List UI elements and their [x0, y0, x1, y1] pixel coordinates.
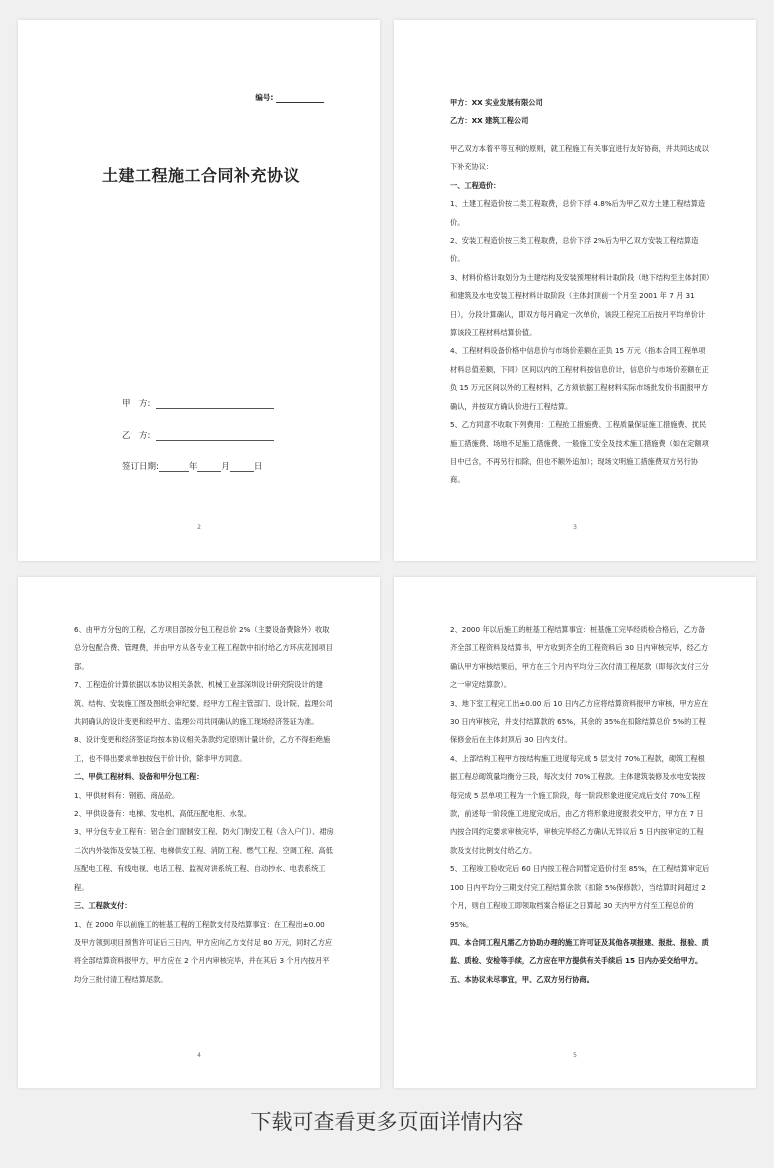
page-number: 2 [197, 524, 201, 531]
section-heading: 五、本协议未尽事宜，甲、乙双方另行协商。 [450, 974, 594, 984]
number-blank [276, 94, 324, 103]
number-label: 编号: [255, 93, 274, 102]
paragraph: 2、安装工程造价按三类工程取费，总价下浮 2%后为甲乙双方安装工程结算造价。 [450, 236, 699, 264]
page-5 [394, 577, 756, 1088]
page-number: 3 [573, 524, 577, 531]
page-4-body [74, 621, 334, 989]
paragraph: 7、工程造价计算依据以本协议相关条款、机械工业部深圳设计研究院设计的建筑、结构、安装施工图及图纸会审纪要、经甲方工程主管部门、设计院、监理公司共同确认的设计变更和经甲方、监理公司共同确认的施工现场经济签证为准。 [74, 680, 333, 727]
contract-number-field [255, 92, 324, 103]
page-2 [18, 20, 380, 561]
paragraph: 3、地下室工程完工出±0.00 后 10 日内乙方应将结算资料报甲方审核，甲方应在 30 日内审核完，并支付结算款的 65%，其余的 35%在扣除结算总价 5%的工程保修金后在主体封顶后 30 日内支付。 [450, 698, 709, 745]
page-number: 4 [197, 1052, 201, 1059]
party-a-blank [156, 399, 274, 409]
page-3-body [450, 140, 710, 490]
day-blank [230, 462, 254, 472]
page-3 [394, 20, 756, 561]
paragraph: 2、甲供设备有：电梯、发电机、高低压配电柜、水泵。 [74, 809, 252, 819]
paragraph: 6、由甲方分包的工程，乙方项目部按分包工程总价 2%（主要设备费除外）收取总分包配合费、管理费，并由甲方从各专业工程工程款中扣付给乙方环庆花园项目部。 [74, 625, 333, 671]
year-blank [159, 462, 189, 472]
paragraph: 1、在 2000 年以前施工的桩基工程的工程款支付及结算事宜：在工程出±0.00 及甲方领到项目预售许可证后三日内，甲方应向乙方支付足 80 万元，同时乙方应将全部结算资料报甲方，甲方应在 2 个月内审核完毕，并在其后 3 个月内按月平均分三批付清工程结算尾款。 [74, 919, 333, 984]
month-label: 月 [221, 462, 230, 472]
paragraph: 1、甲供材料有：钢筋、商品砼。 [74, 790, 180, 800]
page-5-body [450, 621, 710, 989]
month-blank [197, 462, 221, 472]
party-a-label: 甲 方: [122, 399, 151, 409]
paragraph: 甲乙双方本着平等互利的原则，就工程施工有关事宜进行友好协商，并共同达成以下补充协议： [450, 144, 709, 172]
party-a-sign-row [122, 397, 274, 409]
paragraph: 3、甲分包专业工程有：铝合金门窗制安工程、防火门制安工程（含入户门）、裙房二次内外装饰及安装工程、电梯供安工程、消防工程、燃气工程、空调工程、高低压配电工程、有线电视、电话工程、监视对讲系统工程、自动抄水、电表系统工程。 [74, 827, 334, 892]
cover-title: 土建工程施工合同补充协议 [102, 166, 301, 185]
party-a-line: 甲方：XX 实业发展有限公司 [450, 98, 543, 107]
section-heading: 二、甲供工程材料、设备和甲分包工程： [74, 772, 204, 782]
paragraph: 4、上部结构工程甲方按结构施工进度每完成 5 层支付 70%工程款，砌筑工程根据工程总砌筑量均衡分三段，每次支付 70%工程款。主体建筑装修及水电安装按每完成 5 层单项工程为一个施工阶段，每一阶段形象进度完成后支付 70%工程款，前述每一阶段施工进度完成后，由乙方将形象进度报表交甲方，甲方在 7 日内按合同约定要求审核完毕，审核完毕经乙方确认无异议后 5 日内按审定的工程款及支付比例支付给乙方。 [450, 753, 706, 855]
party-b-line: 乙方：XX 建筑工程公司 [450, 116, 529, 126]
page-3-parties [450, 94, 710, 131]
sign-date-row [122, 460, 262, 472]
date-label: 签订日期: [122, 462, 159, 472]
section-heading: 三、工程款支付： [74, 901, 132, 911]
page-number: 5 [573, 1052, 577, 1059]
paragraph: 8、设计变更和经济签证均按本协议相关条款约定原则计量计价，乙方不得拒绝施工，也不得出要求单独按包干价计价，除非甲方同意。 [74, 735, 331, 763]
paragraph: 4、工程材料设备价格中信息价与市场价差额在正负 15 万元（指本合同工程单项材料总值差额，下同）区间以内的工程材料按信息价计，信息价与市场价差额在正负 15 万元区间以外的工程材料，乙方须依据工程材料实际市场批发价书面报甲方确认，并按双方确认价进行工程结算。 [450, 346, 709, 411]
paragraph: 1、土建工程造价按二类工程取费，总价下浮 4.8%后为甲乙双方土建工程结算造价。 [450, 199, 706, 227]
paragraph: 5、工程竣工验收完后 60 日内按工程合同暂定造价付至 85%，在工程结算审定后 100 日内平均分三期支付完工程结算余款（扣除 5%保修款），当结算时间超过 2 个月，则自工程竣工即领取档案合格证之日算起 30 天内甲方付至工程总价的 95%。 [450, 864, 710, 929]
party-b-blank [156, 431, 274, 441]
day-label: 日 [253, 462, 263, 472]
paragraph: 2、2000 年以后施工的桩基工程结算事宜：桩基施工完毕经质检合格后，乙方备齐全部工程资料及结算书，甲方收到齐全的工程资料后 30 日内审核完毕，经乙方确认甲方审核结果后，甲方在三个月内平均分三次付清工程尾款（即每次支付三分之一审定结算款）。 [450, 625, 709, 690]
section-heading: 一、工程造价： [450, 180, 501, 190]
download-prompt[interactable]: 下载可查看更多页面详情内容 [250, 1110, 524, 1134]
paragraph: 3、材料价格计取划分为土建结构及安装预埋材料计取阶段（地下结构至主体封顶）和建筑及水电安装工程材料计取阶段（主体封顶前一个月至 2001 年 7 月 31 日），分段计算确认，即双方每月确定一次单价，该段工程完工后按月平均单价计算该段工程材料结算价值。 [450, 272, 710, 338]
party-b-label: 乙 方: [122, 431, 151, 441]
page-4 [18, 577, 380, 1088]
party-b-sign-row [122, 429, 274, 441]
section-heading: 四、本合同工程凡需乙方协助办理的施工许可证及其他各项报建、报批、报验、质监、质检、安检等手续，乙方应在甲方提供有关手续后 15 日内办妥交给甲方。 [450, 937, 709, 966]
year-label: 年 [188, 462, 198, 472]
paragraph: 5、乙方同意不收取下列费用：工程抢工措施费、工程质量保证施工措施费、扰民施工措施费、场地不足施工措施费、一般施工安全及技术施工措施费（如在定额项目中已含，不再另行扣除，但也不额外追加）；现场文明施工措施费双方另行协商。 [450, 420, 709, 485]
